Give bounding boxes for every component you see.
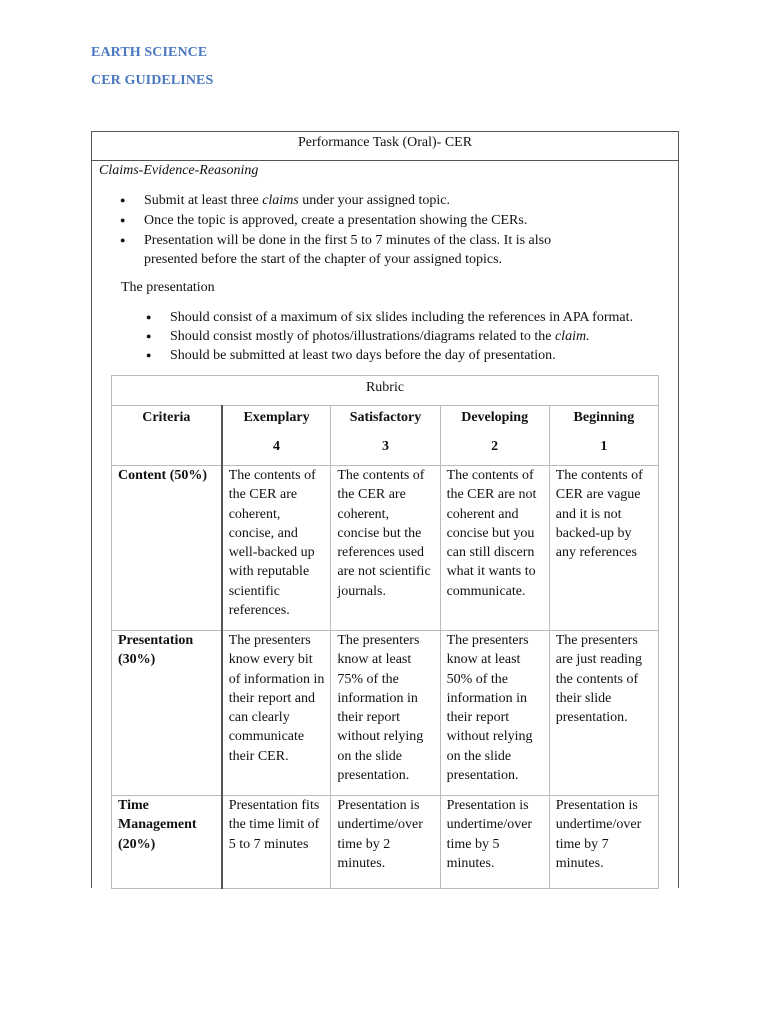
rubric-cell: Presentation is undertime/over time by 7 minutes.	[549, 796, 658, 889]
level-header-developing: Developing 2	[440, 406, 549, 466]
rubric-cell: The contents of the CER are coherent, concise but the references used are not scientific journals.	[331, 466, 440, 631]
criterion-presentation: Presentation (30%)	[112, 631, 222, 796]
rubric-cell: The presenters know at least 75% of the information in their report without relying on the slide presentation.	[331, 631, 440, 796]
document-title: CER GUIDELINES	[91, 73, 214, 88]
criterion-content: Content (50%)	[112, 466, 222, 631]
cer-label: Claims-Evidence-Reasoning	[99, 163, 259, 178]
list-item: ● Submit at least three claims under your assigned topic.	[120, 191, 600, 210]
level-header-exemplary: Exemplary 4	[222, 406, 331, 466]
level-header-beginning: Beginning 1	[549, 406, 658, 466]
criteria-header: Criteria	[112, 406, 222, 466]
task-box	[91, 131, 679, 888]
list-item: ● Should consist of a maximum of six slides including the references in APA format.	[146, 308, 676, 327]
subject-heading: EARTH SCIENCE	[91, 45, 208, 60]
task-bullets	[120, 191, 600, 270]
table-row	[112, 466, 659, 631]
criterion-time-management: Time Management (20%)	[112, 796, 222, 889]
rubric-title: Rubric	[112, 376, 659, 406]
task-title: Performance Task (Oral)- CER	[92, 132, 678, 161]
rubric-cell: Presentation is undertime/over time by 5 minutes.	[440, 796, 549, 889]
presentation-bullets	[146, 308, 676, 365]
list-item: ● Presentation will be done in the first 5 to 7 minutes of the class. It is also presented before the start of the chapter of your assigned topics.	[120, 231, 600, 269]
presentation-label: The presentation	[121, 280, 215, 295]
rubric-cell: The contents of the CER are coherent, concise, and well-backed up with reputable scientific references.	[222, 466, 331, 631]
rubric-table	[111, 375, 659, 889]
list-item: ● Should be submitted at least two days before the day of presentation.	[146, 346, 676, 365]
rubric-cell: Presentation is undertime/over time by 2 minutes.	[331, 796, 440, 889]
level-header-satisfactory: Satisfactory 3	[331, 406, 440, 466]
table-row	[112, 631, 659, 796]
rubric-cell: The contents of the CER are not coherent and concise but you can still discern what it wants to communicate.	[440, 466, 549, 631]
rubric-cell: The presenters know at least 50% of the information in their report without relying on the slide presentation.	[440, 631, 549, 796]
rubric-cell: The presenters know every bit of information in their report and can clearly communicate their CER.	[222, 631, 331, 796]
table-row	[112, 796, 659, 889]
rubric-cell: Presentation fits the time limit of 5 to 7 minutes	[222, 796, 331, 889]
rubric-cell: The presenters are just reading the contents of their slide presentation.	[549, 631, 658, 796]
list-item: ● Once the topic is approved, create a presentation showing the CERs.	[120, 211, 600, 230]
rubric-cell: The contents of CER are vague and it is not backed-up by any references	[549, 466, 658, 631]
list-item: ● Should consist mostly of photos/illustrations/diagrams related to the claim.	[146, 327, 676, 346]
